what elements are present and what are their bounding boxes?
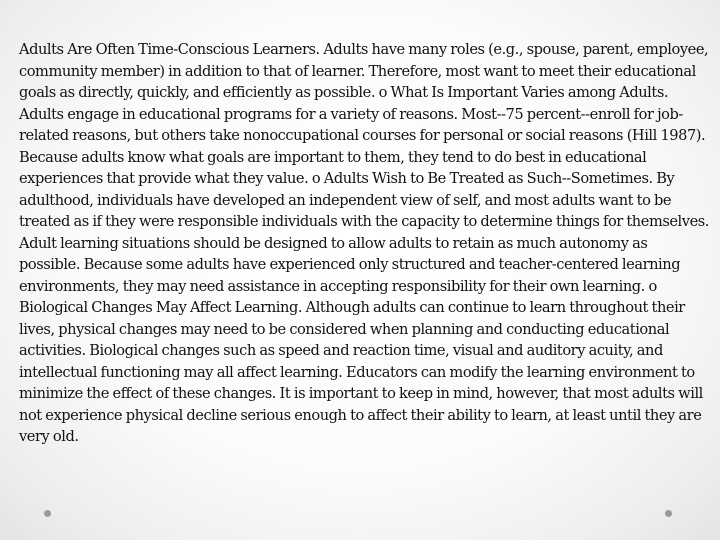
decorative-dot-left-icon [44,510,51,517]
slide-body-text: Adults Are Often Time-Conscious Learners. Adults have many roles (e.g., spouse, parent, employee, community member) in addition to that of learner. Therefore, most want to meet their educational goals as directly, quickly, and efficiently as possible. o What Is Important Varies among Adults. Adults engage in educational programs for a variety of reasons. Most--75 percent--enroll for job-related reasons, but others take nonoccupational courses for personal or social reasons (Hill 1987). Because adults know what goals are important to them, they tend to do best in educational experiences that provide what they value. o Adults Wish to Be Treated as Such--Sometimes. By adulthood, individuals have developed an independent view of self, and most adults want to be treated as if they were responsible individuals with the capacity to determine things for themselves. Adult learning situations should be designed to allow adults to retain as much autonomy as possible. Because some adults have experienced only structured and teacher-centered learning environments, they may need assistance in accepting responsibility for their own learning. o Biological Changes May Affect Learning. Although adults can continue to learn throughout their lives, physical changes may need to be considered when planning and conducting educational activities. Biological changes such as speed and reaction time, visual and auditory acuity, and intellectual functioning may all affect learning. Educators can modify the learning environment to minimize the effect of these changes. It is important to keep in mind, however, that most adults will not experience physical decline serious enough to affect their ability to learn, at least until they are very old. [19,41,709,445]
decorative-dot-right-icon [665,510,672,517]
